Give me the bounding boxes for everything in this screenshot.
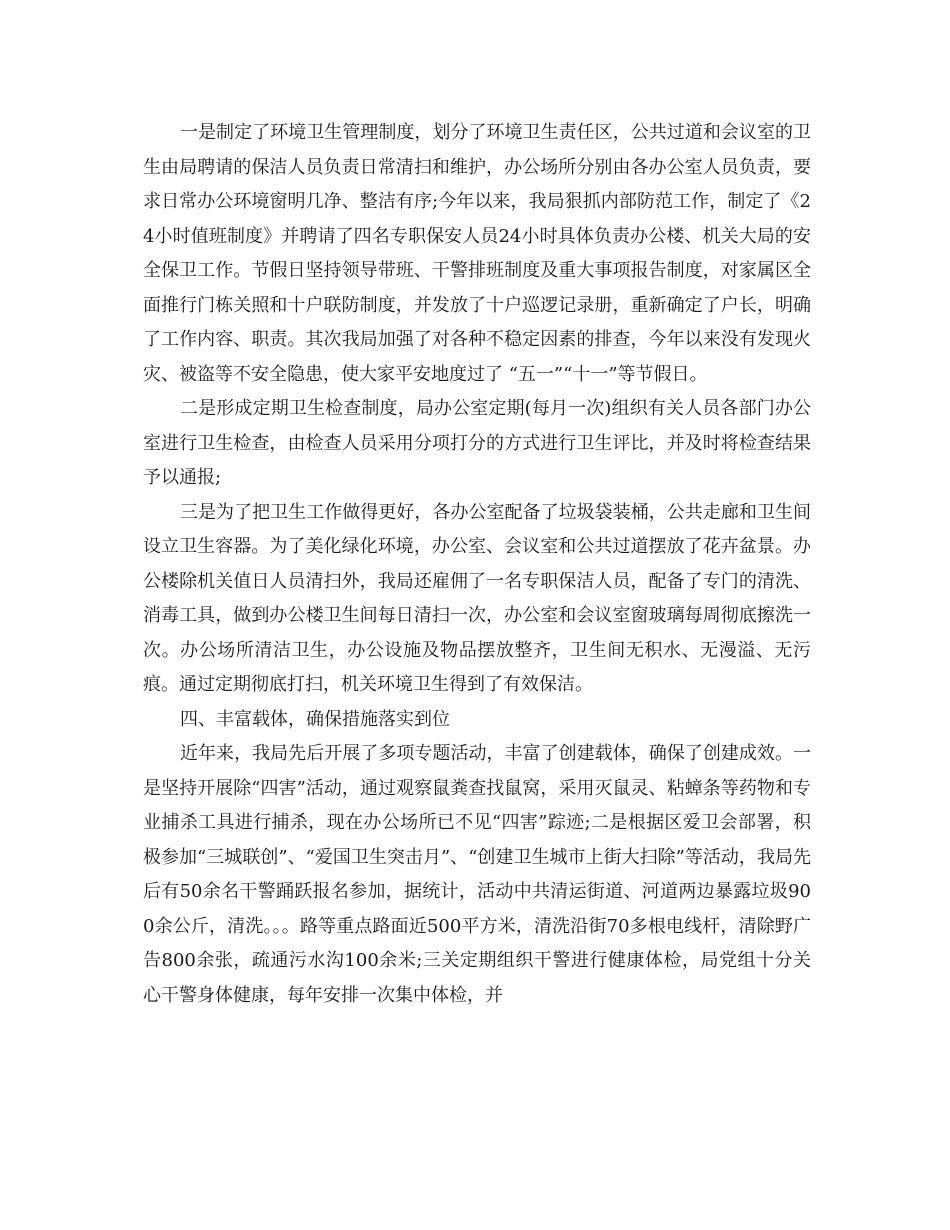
section-heading: 四、丰富载体，确保措施落实到位 (180, 708, 450, 730)
paragraph-4: 近年来，我局先后开展了多项专题活动，丰富了创建载体，确保了创建成效。一是坚持开展除“四害”活动，通过观察鼠粪查找鼠窝，采用灭鼠灵、粘蟑条等药物和专业捕杀工具进行捕杀，现在办公场所已不见“四害”踪迹;二是根据区爱卫会部署，积极参加“三城联创”、“爱国卫生突击月”、“创建卫生城市上街大扫除”等活动，我局先后有50余名干警踊跃报名参加，据统计，活动中共清运街道、河道两边暴露垃圾900余公斤，清洗。。。路等重点路面近500平方米，清洗沿街70多根电线杆，清除野广告800余张，疏通污水沟100余米;三关定期组织干警进行健康体检，局党组十分关心干警身体健康，每年安排一次集中体检，并 (143, 743, 811, 1006)
document-body (143, 116, 811, 1013)
paragraph-1: 一是制定了环境卫生管理制度，划分了环境卫生责任区，公共过道和会议室的卫生由局聘请的保洁人员负责日常清扫和维护，办公场所分别由各办公室人员负责，要求日常办公环境窗明几净、整洁有序;今年以来，我局狠抓内部防范工作，制定了《24小时值班制度》并聘请了四名专职保安人员24小时具体负责办公楼、机关大局的安全保卫工作。节假日坚持领导带班、干警排班制度及重大事项报告制度，对家属区全面推行门栋关照和十户联防制度，并发放了十户巡逻记录册，重新确定了户长，明确了工作内容、职责。其次我局加强了对各种不稳定因素的排查，今年以来没有发现火灾、被盗等不安全隐患，使大家平安地度过了 “五一”“十一”等节假日。 (143, 122, 811, 385)
paragraph-2: 二是形成定期卫生检查制度，局办公室定期(每月一次)组织有关人员各部门办公室进行卫生检查，由检查人员采用分项打分的方式进行卫生评比，并及时将检查结果予以通报; (143, 398, 811, 488)
paragraph-3: 三是为了把卫生工作做得更好，各办公室配备了垃圾袋装桶，公共走廊和卫生间设立卫生容器。为了美化绿化环境，办公室、会议室和公共过道摆放了花卉盆景。办公楼除机关值日人员清扫外，我局还雇佣了一名专职保洁人员，配备了专门的清洗、消毒工具，做到办公楼卫生间每日清扫一次，办公室和会议室窗玻璃每周彻底擦洗一次。办公场所清洁卫生，办公设施及物品摆放整齐，卫生间无积水、无漫溢、无污痕。通过定期彻底打扫，机关环境卫生得到了有效保洁。 (143, 501, 811, 695)
